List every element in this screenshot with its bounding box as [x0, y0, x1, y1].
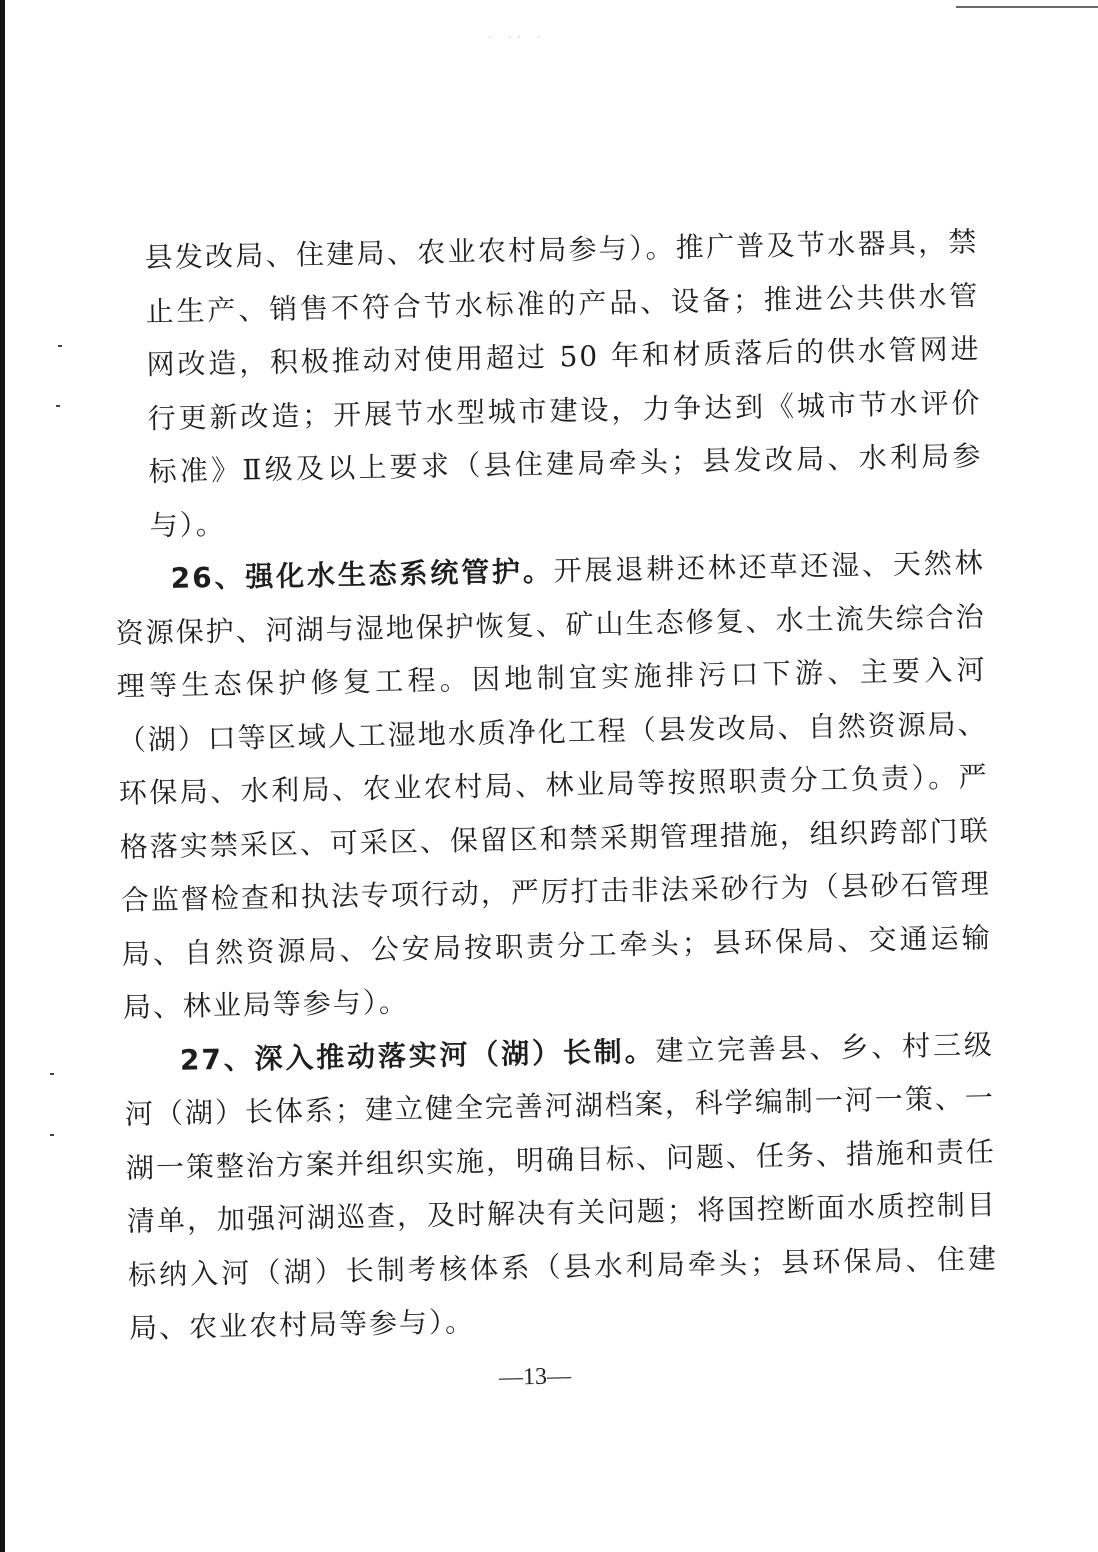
paragraph-heading: 26、强化水生态系统管护。 — [170, 554, 554, 595]
paragraph-text: 开展退耕还林还草还湿、天然林资源保护、河湖与湿地保护恢复、矿山生态修复、水土流失综合治理等生态保护修复工程。因地制宜实施排污口下游、主要入河（湖）口等区域人工湿地水质净化工程（县发改局、自然资源局、环保局、水利局、农业农村局、林业局等按照职责分工负责）。严格落实禁采区、可采区、保留区和禁采期管理措施，组织跨部门联合监督检查和执法专项行动，严厉打击非法采砂行为（县砂石管理局、自然资源局、公安局按职责分工牵头；县环保局、交通运输局、林业局等参与）。 — [115, 546, 993, 1024]
paragraph-item-26 — [114, 536, 993, 1034]
page-number: —13— — [498, 1363, 572, 1391]
margin-mark — [50, 1134, 54, 1136]
document-body — [108, 215, 999, 1355]
paragraph-text: 建立完善县、乡、村三级河（湖）长体系；建立健全完善河湖档案，科学编制一河一策、一湖一策整治方案并组织实施，明确目标、问题、任务、措施和责任清单，加强河湖巡查，及时解决有关问题；将国控断面水质控制目标纳入河（湖）长制考核体系（县水利局牵头；县环保局、住建局、农业农村局等参与）。 — [124, 1027, 999, 1345]
margin-mark — [58, 345, 62, 347]
scan-edge-top — [956, 6, 1098, 8]
paragraph-item-27 — [123, 1018, 999, 1356]
scan-edge-left — [0, 0, 5, 1552]
paragraph-continued — [108, 215, 984, 553]
paragraph-text: 县发改局、住建局、农业农村局参与）。推广普及节水器具，禁止生产、销售不符合节水标准的产品、设备；推进公共供水管网改造，积极推动对使用超过 50 年和材质落后的供水管网进行更新改造；开展节水型城市建设，力争达到《城市节水评价标准》Ⅱ级及以上要求（县住建局牵头；县发改局、水利局参与）。 — [144, 225, 983, 542]
margin-mark — [50, 1073, 54, 1075]
scan-smudge: · ·· · — [488, 30, 547, 44]
margin-mark — [56, 405, 60, 407]
paragraph-heading: 27、深入推动落实河（湖）长制。 — [179, 1034, 656, 1077]
